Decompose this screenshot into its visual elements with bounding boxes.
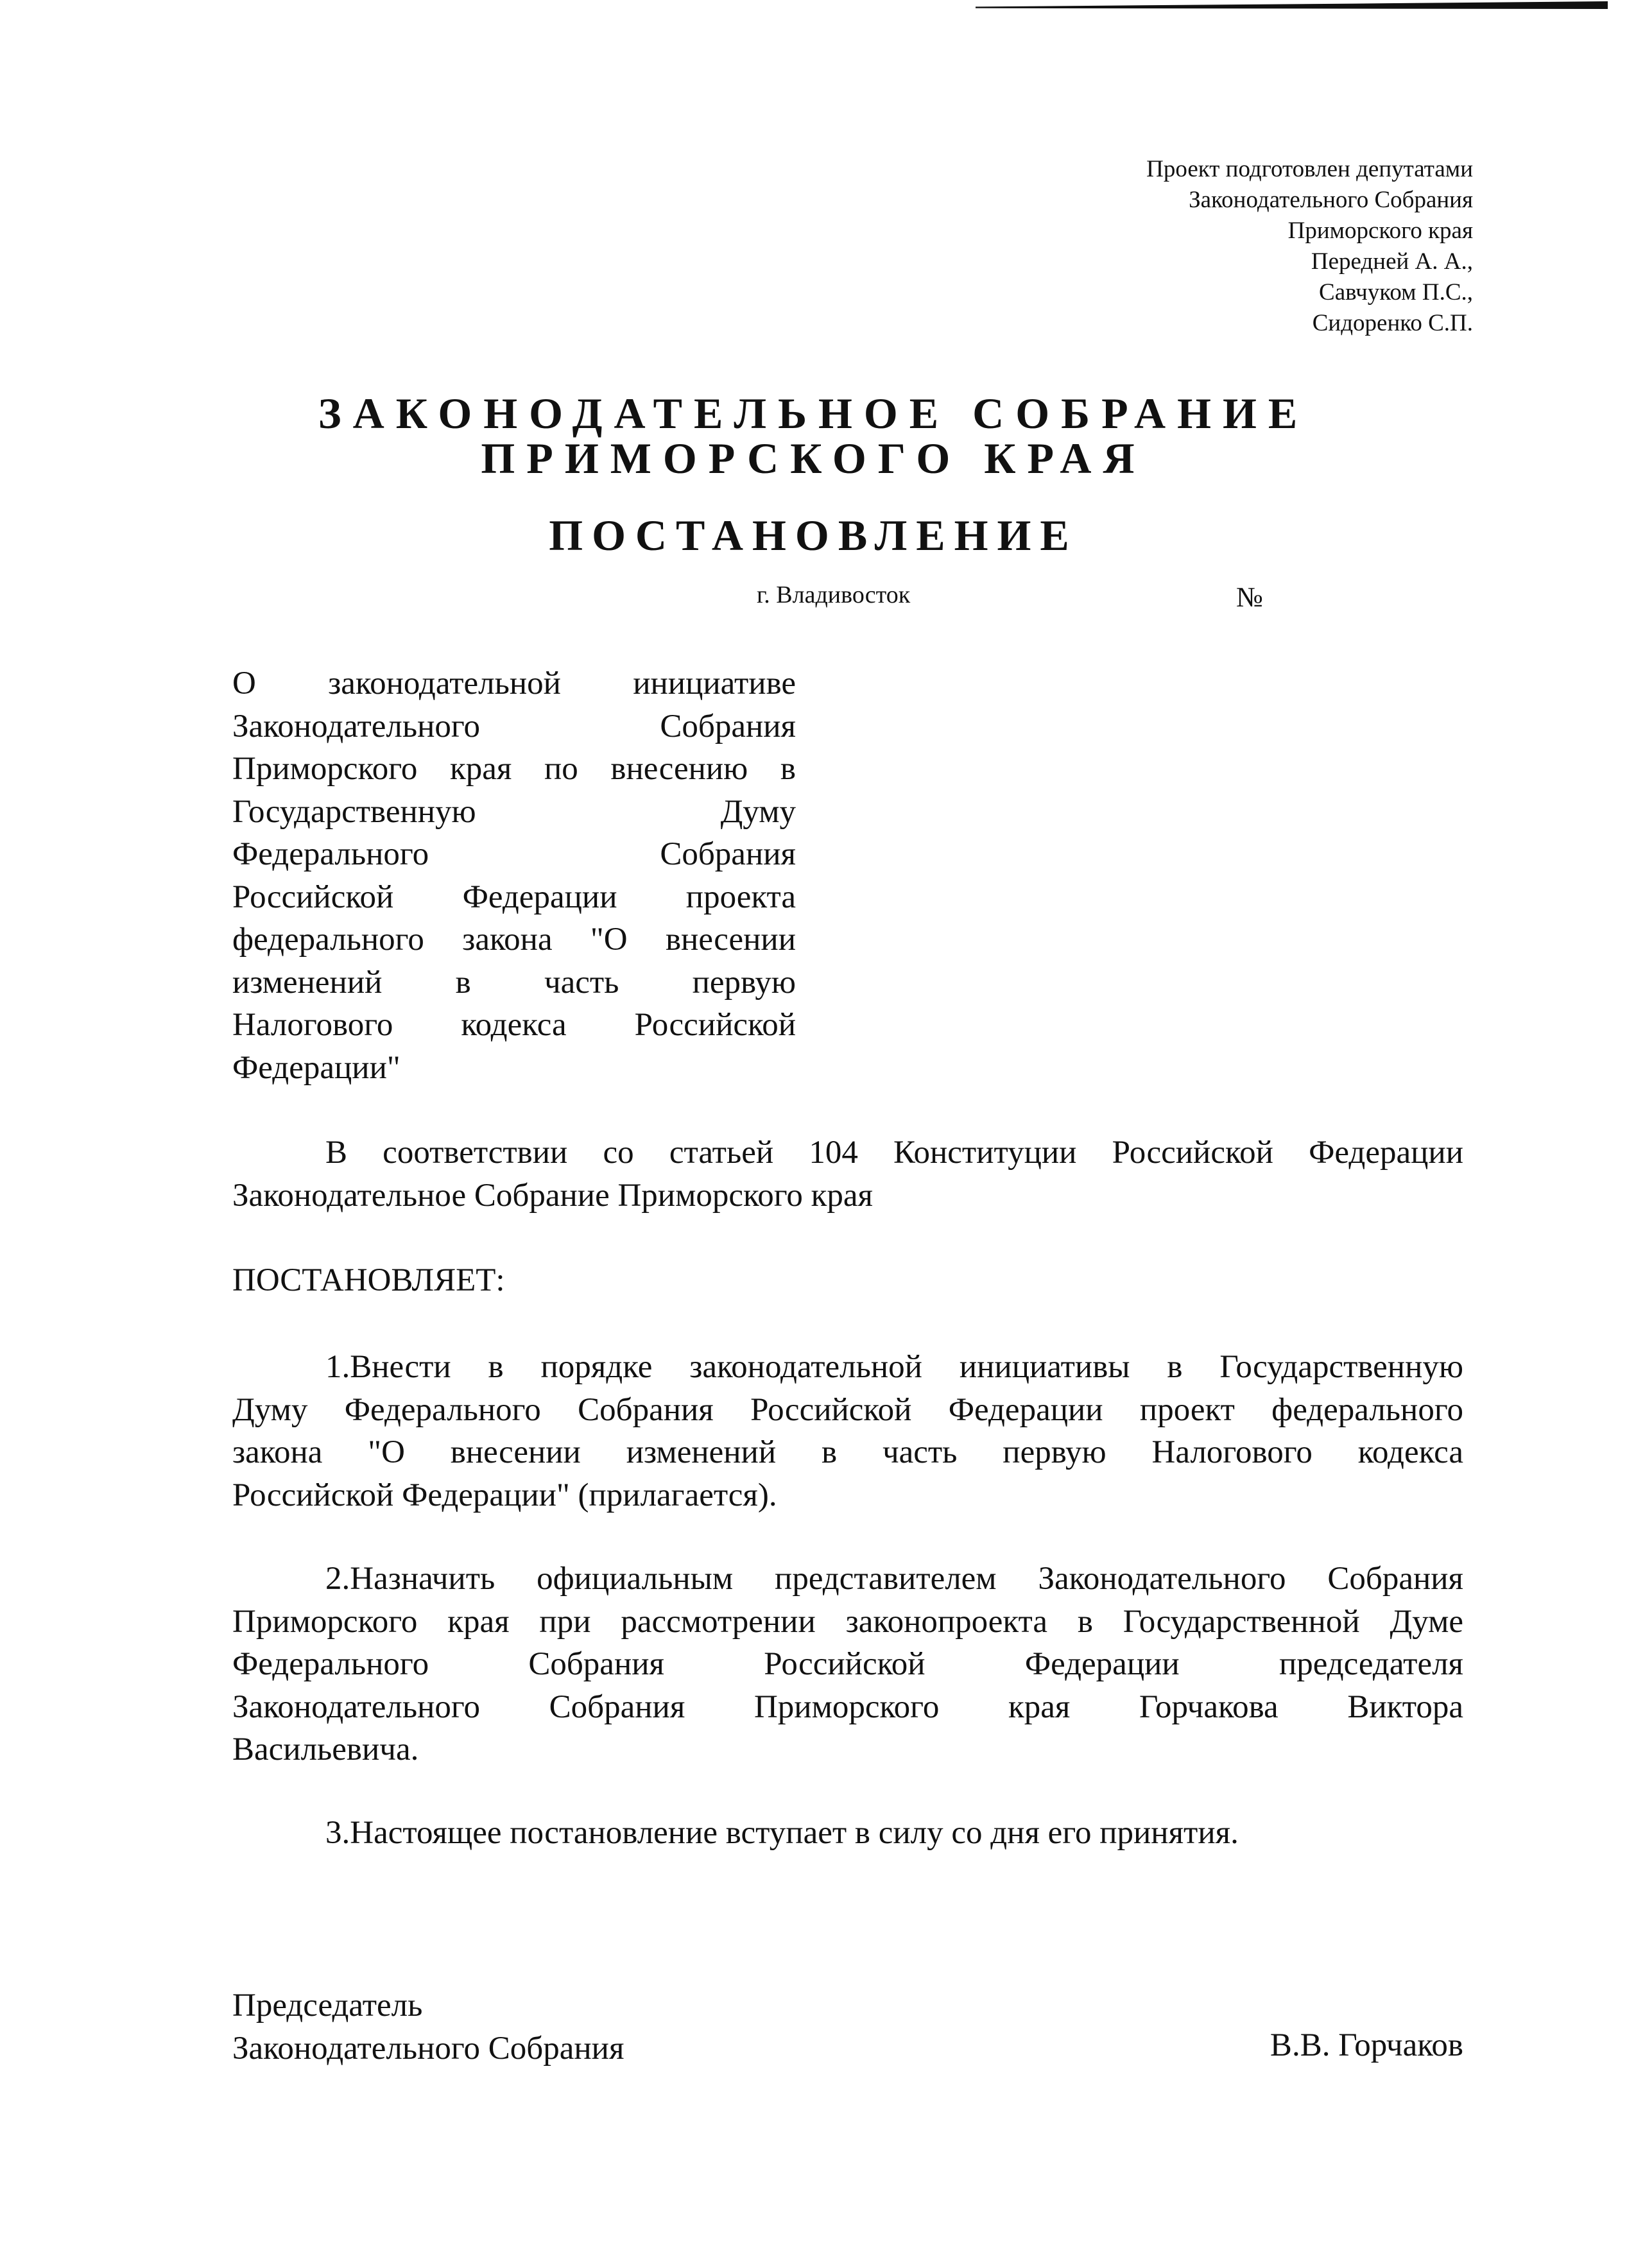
preamble-line: Законодательное Собрание Приморского края: [232, 1177, 873, 1214]
preamble: [232, 1131, 1463, 1217]
authors-line: Передней А. А.,: [1311, 248, 1473, 275]
item-line: Российской Федерации" (прилагается).: [232, 1477, 777, 1513]
place: г. Владивосток: [757, 581, 911, 608]
item-line: Законодательного Собрания Приморского края Горчакова Виктора: [232, 1688, 1463, 1725]
org-title-line1: ЗАКОНОДАТЕЛЬНОЕ СОБРАНИЕ: [318, 389, 1309, 438]
subject-line: О законодательной инициативе: [232, 666, 796, 701]
resolves-heading: ПОСТАНОВЛЯЕТ:: [232, 1262, 505, 1298]
subject-line: изменений в часть первую: [232, 964, 796, 1001]
subject-block: [232, 662, 796, 1089]
item-line: закона "О внесении изменений в часть первую Налогового кодекса: [232, 1434, 1463, 1470]
doc-number-label: №: [1236, 581, 1263, 613]
item-line: 3.Настоящее постановление вступает в силу со дня его принятия.: [325, 1815, 1239, 1851]
item-line: 1.Внести в порядке законодательной инициативы в Государственную: [325, 1349, 1463, 1385]
item-1: [232, 1346, 1463, 1516]
signature-title-line: Председатель: [232, 1988, 423, 2023]
item-line: Приморского края при рассмотрении законопроекта в Государственной Думе: [232, 1603, 1463, 1640]
authors-line: Сидоренко С.П.: [1312, 310, 1473, 336]
item-line: Федерального Собрания Российской Федерации председателя: [232, 1646, 1463, 1682]
item-line: Думу Федерального Собрания Российской Федерации проект федерального: [232, 1391, 1463, 1428]
authors-line: Законодательного Собрания: [1189, 187, 1473, 213]
subject-line: Приморского края по внесению в: [232, 751, 796, 787]
doc-type-title: ПОСТАНОВЛЕНИЕ: [549, 511, 1078, 560]
item-3: [232, 1812, 1463, 1855]
authors-line: Проект подготовлен депутатами: [1146, 156, 1473, 182]
item-2: [232, 1558, 1463, 1771]
authors-line: Приморского края: [1287, 218, 1473, 244]
subject-line: Налогового кодекса Российской: [232, 1007, 796, 1043]
subject-line: Государственную Думу: [232, 793, 796, 830]
signature-name: В.В. Горчаков: [1270, 2027, 1463, 2063]
subject-line: Федерации": [232, 1049, 400, 1086]
authors-note: [1146, 154, 1473, 339]
item-line: 2.Назначить официальным представителем Законодательного Собрания: [325, 1561, 1463, 1597]
subject-line: Федерального Собрания: [232, 836, 796, 872]
preamble-line: В соответствии со статьей 104 Конституции Российской Федерации: [325, 1135, 1463, 1171]
subject-line: Российской Федерации проекта: [232, 879, 796, 915]
scan-edge-line: [976, 1, 1608, 9]
subject-line: Законодательного Собрания: [232, 708, 796, 744]
signature-title: [232, 1984, 624, 2070]
signature-title-line: Законодательного Собрания: [232, 2030, 624, 2066]
item-line: Васильевича.: [232, 1731, 419, 1767]
org-title-line2: ПРИМОРСКОГО КРАЯ: [481, 434, 1146, 483]
subject-line: федерального закона "О внесении: [232, 922, 796, 958]
authors-line: Савчуком П.С.,: [1319, 279, 1473, 305]
